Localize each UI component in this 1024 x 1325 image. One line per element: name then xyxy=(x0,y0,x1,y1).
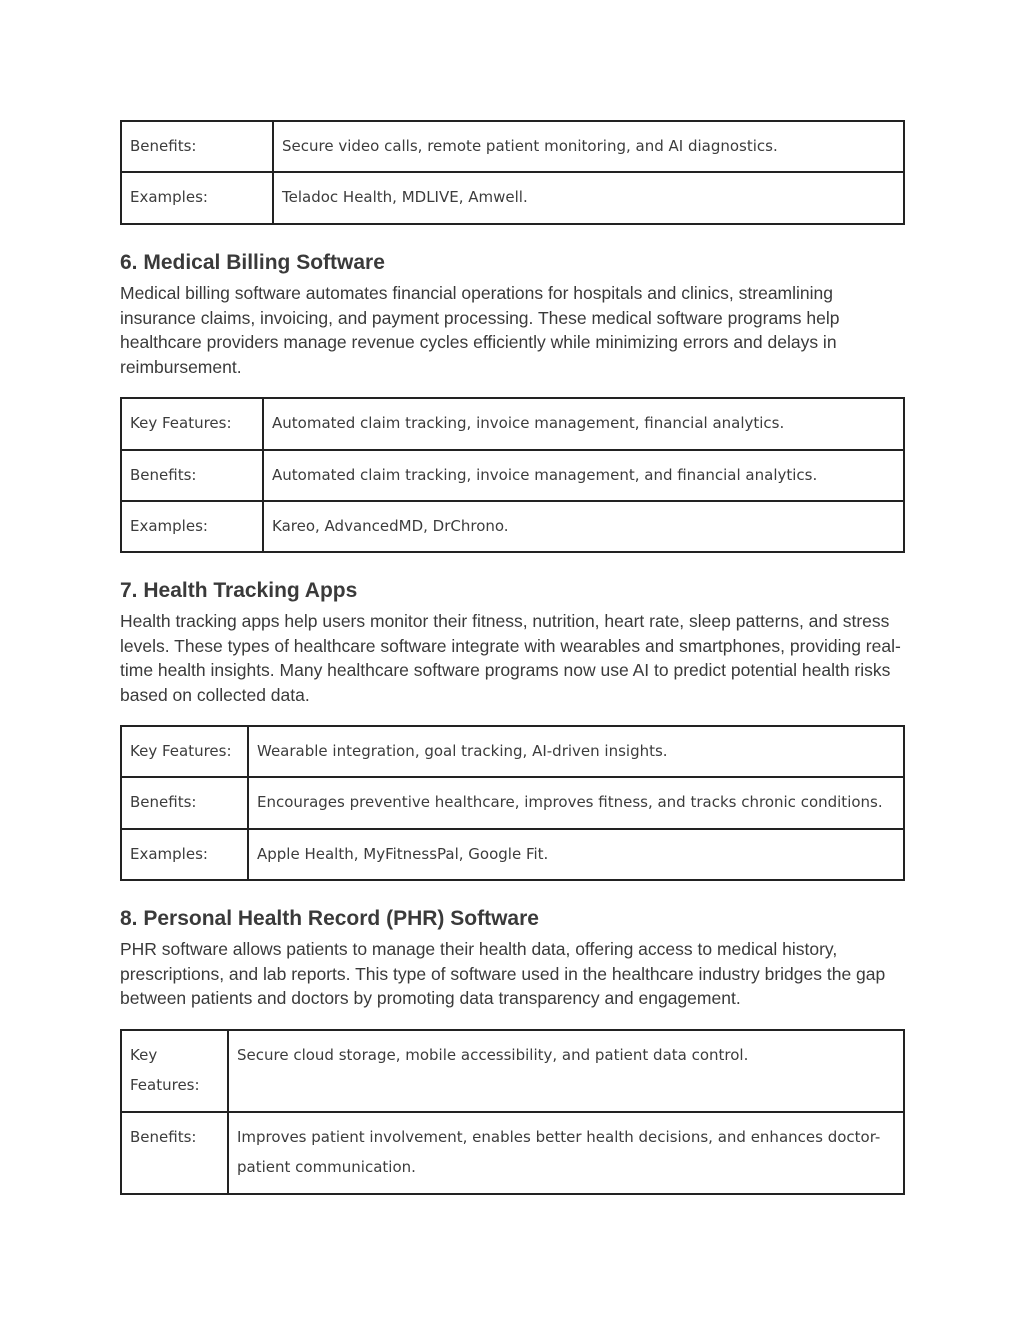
table-row xyxy=(121,501,904,552)
section-paragraph-medical-billing: Medical billing software automates financial operations for hospitals and clinics, streamlining insurance claims, invoicing, and payment processing. These medical software programs help healthcare providers manage revenue cycles efficiently while minimizing errors and delays in reimbursement. xyxy=(120,283,840,377)
row-key: Benefits: xyxy=(121,450,263,501)
row-key: Benefits: xyxy=(121,1112,228,1194)
row-key: Benefits: xyxy=(121,121,273,172)
table-row xyxy=(121,1030,904,1112)
section-heading-health-tracking: 7. Health Tracking Apps xyxy=(120,579,358,602)
table-row xyxy=(121,398,904,450)
row-value: Improves patient involvement, enables better health decisions, and enhances doctor-patient communication. xyxy=(228,1112,904,1194)
row-key: Benefits: xyxy=(121,777,248,829)
telemedicine-info-table xyxy=(120,120,905,225)
row-value: Encourages preventive healthcare, improves fitness, and tracks chronic conditions. xyxy=(248,777,904,829)
document-page xyxy=(120,120,905,1195)
table-row xyxy=(121,829,904,880)
section-paragraph-phr-software: PHR software allows patients to manage their health data, offering access to medical history, prescriptions, and lab reports. This type of software used in the healthcare industry bridges the gap between patients and doctors by promoting data transparency and engagement. xyxy=(120,939,886,1008)
row-key: Examples: xyxy=(121,172,273,224)
table-row xyxy=(121,777,904,829)
row-key: Key Features: xyxy=(121,726,248,777)
table-row xyxy=(121,1112,904,1194)
phr-software-table xyxy=(120,1029,905,1195)
row-value: Secure cloud storage, mobile accessibility, and patient data control. xyxy=(228,1030,904,1112)
row-value: Apple Health, MyFitnessPal, Google Fit. xyxy=(248,829,904,880)
table-row xyxy=(121,726,904,777)
row-key: Examples: xyxy=(121,501,263,552)
section-heading-medical-billing: 6. Medical Billing Software xyxy=(120,251,385,274)
table-row xyxy=(121,121,904,172)
section-paragraph-health-tracking: Health tracking apps help users monitor their fitness, nutrition, heart rate, sleep patterns, and stress levels. These types of healthcare software integrate with wearables and smartphones, providing real-time health insights. Many healthcare software programs now use AI to predict potential health risks based on collected data. xyxy=(120,611,901,705)
section-heading-phr-software: 8. Personal Health Record (PHR) Software xyxy=(120,907,539,930)
medical-billing-table xyxy=(120,397,905,553)
row-value: Teladoc Health, MDLIVE, Amwell. xyxy=(273,172,904,224)
row-value: Wearable integration, goal tracking, AI-driven insights. xyxy=(248,726,904,777)
row-key: Examples: xyxy=(121,829,248,880)
row-value: Kareo, AdvancedMD, DrChrono. xyxy=(263,501,904,552)
row-value: Secure video calls, remote patient monitoring, and AI diagnostics. xyxy=(273,121,904,172)
table-row xyxy=(121,172,904,224)
row-value: Automated claim tracking, invoice management, and financial analytics. xyxy=(263,450,904,501)
health-tracking-table xyxy=(120,725,905,881)
table-row xyxy=(121,450,904,501)
row-value: Automated claim tracking, invoice management, financial analytics. xyxy=(263,398,904,450)
row-key: Key Features: xyxy=(121,398,263,450)
row-key: Key Features: xyxy=(121,1030,228,1112)
